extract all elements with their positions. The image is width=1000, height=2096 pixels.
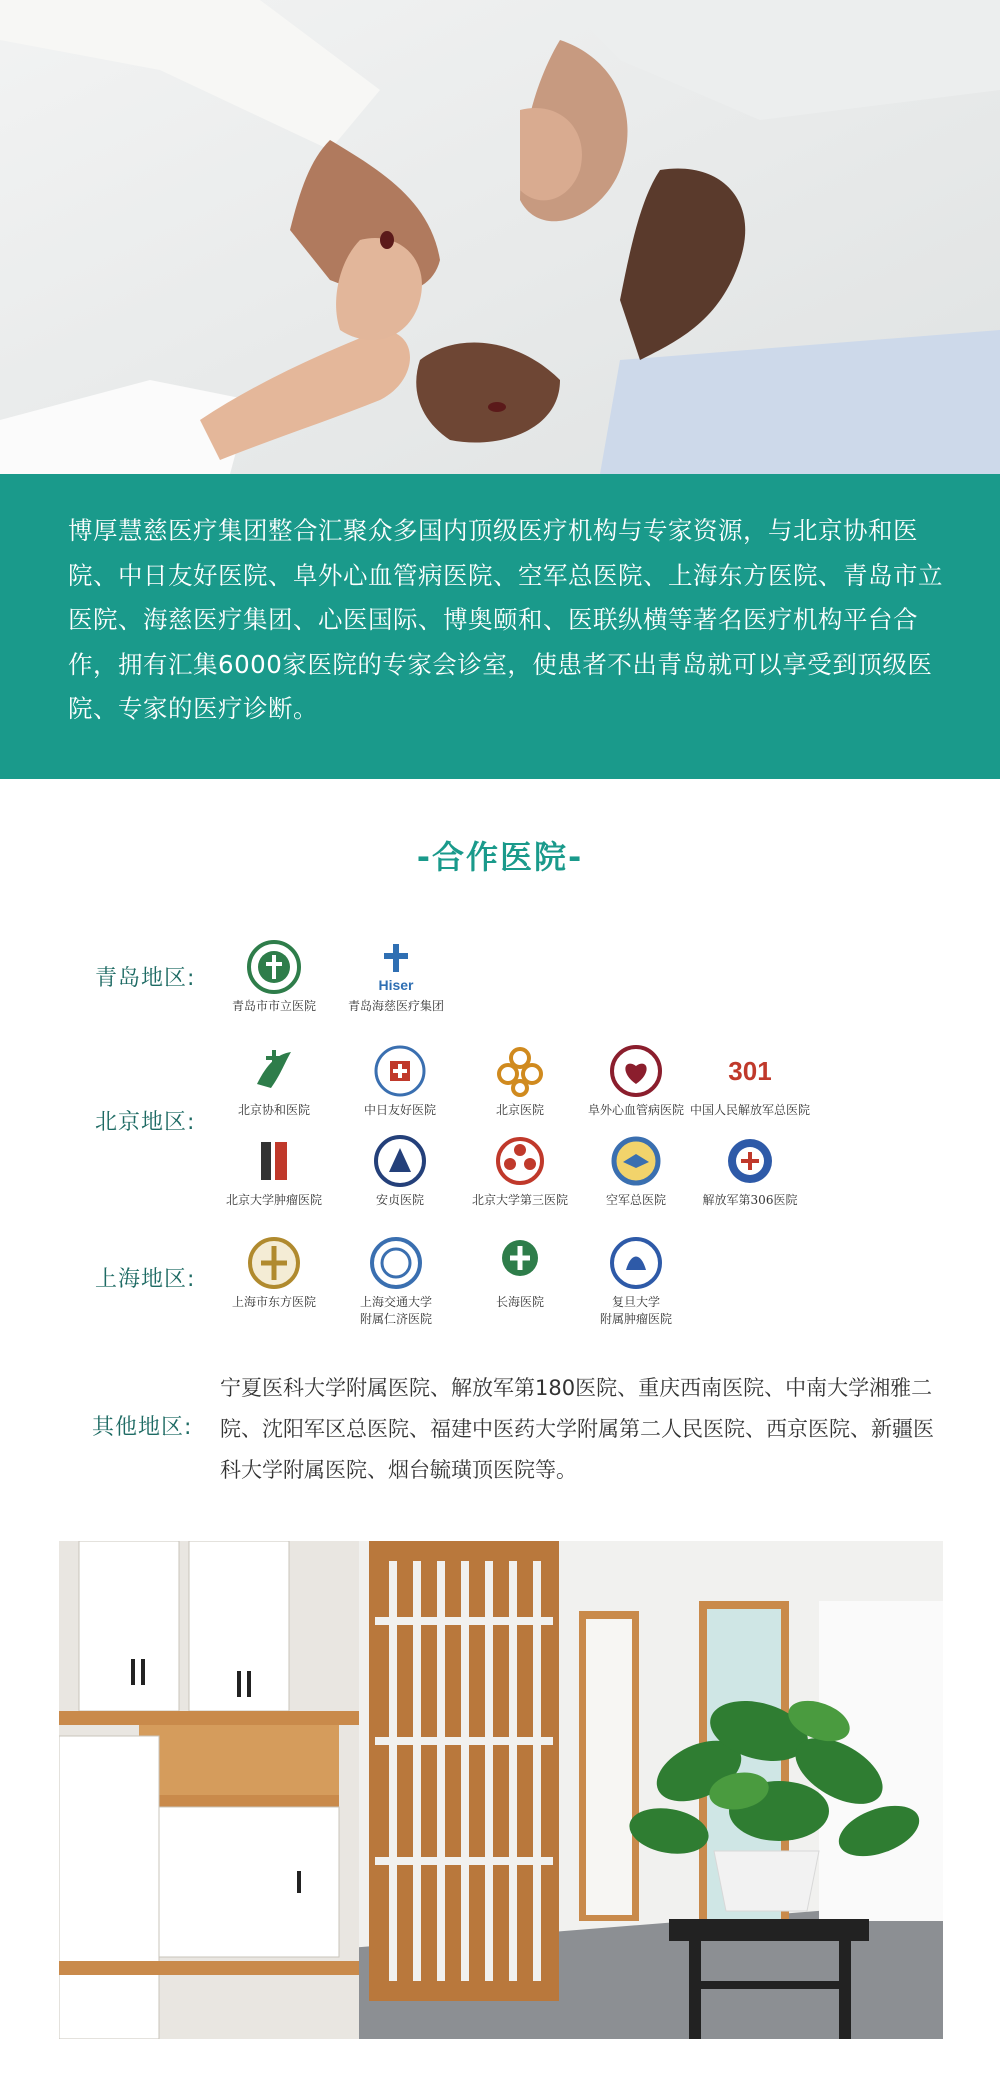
intro-paragraph: 博厚慧慈医疗集团整合汇聚众多国内顶级医疗机构与专家资源，与北京协和医院、中日友好医院、阜外心血管病医院、空军总医院、上海东方医院、青岛市立医院、海慈医疗集团、心医国际、博奥颐和、医联纵横等著名医疗机构平台合作，拥有汇集6000家医院的专家会诊室，使患者不出青岛就可以享受到顶级医院、专家的医疗诊断。 xyxy=(68,516,943,723)
clinic-interior-illustration xyxy=(59,1541,943,2039)
hospital-caption: 上海市东方医院 xyxy=(231,1295,316,1309)
hospital-caption: 北京医院 xyxy=(495,1103,544,1117)
hospital-logo-shanghai-east xyxy=(210,1236,338,1311)
hospital-logo-anzhen xyxy=(336,1134,464,1209)
air-force-logo-icon xyxy=(609,1134,663,1188)
hospital-caption: 青岛市市立医院 xyxy=(231,999,316,1013)
hospital-logo-peking-third xyxy=(456,1134,584,1209)
joined-hands-illustration xyxy=(0,0,1000,474)
hospital-caption: 安贞医院 xyxy=(375,1193,424,1207)
hospital-caption: 长海医院 xyxy=(495,1295,544,1309)
interior-photo xyxy=(59,1541,943,2039)
hospital-logo-pumch xyxy=(210,1044,338,1119)
fudan-cancer-logo-icon xyxy=(609,1236,663,1290)
hiser-logo-icon xyxy=(369,940,423,994)
hospital-logo-beijing-hospital xyxy=(456,1044,584,1119)
other-hospitals-text: 宁夏医科大学附属医院、解放军第180医院、重庆西南医院、中南大学湘雅二院、沈阳军区总医院、福建中医药大学附属第二人民医院、西京医院、新疆医科大学附属医院、烟台毓璜顶医院等。 xyxy=(220,1376,934,1482)
hospital-logo-qingdao-municipal xyxy=(210,940,338,1015)
hospital-logo-fudan-cancer xyxy=(572,1236,700,1328)
306-logo-icon xyxy=(723,1134,777,1188)
hospital-caption: 北京大学第三医院 xyxy=(471,1193,568,1207)
hospital-caption: 复旦大学 附属肿瘤医院 xyxy=(599,1295,672,1326)
hospital-logo-fuwai xyxy=(572,1044,700,1119)
hospital-logo-301 xyxy=(686,1044,814,1119)
hospital-caption: 青岛海慈医疗集团 xyxy=(347,999,444,1013)
hospital-caption: 解放军第306医院 xyxy=(702,1193,798,1207)
hero-photo-hands xyxy=(0,0,1000,474)
region-label-qingdao: 青岛地区: xyxy=(95,966,196,991)
beijing-hospital-logo-icon xyxy=(493,1044,547,1098)
hospital-caption: 北京大学肿瘤医院 xyxy=(225,1193,322,1207)
region-label-beijing: 北京地区: xyxy=(95,1110,196,1135)
intro-band xyxy=(0,474,1000,779)
hospital-logo-china-japan xyxy=(336,1044,464,1119)
hospital-caption: 北京协和医院 xyxy=(237,1103,310,1117)
hospital-caption: 中日友好医院 xyxy=(363,1103,436,1117)
hiser-logo-text: Hiser xyxy=(378,977,414,993)
qingdao-municipal-hospital-logo-icon xyxy=(247,940,301,994)
hospital-logo-air-force xyxy=(572,1134,700,1209)
region-label-shanghai: 上海地区: xyxy=(95,1267,196,1292)
shanghai-east-logo-icon xyxy=(247,1236,301,1290)
pumch-logo-icon xyxy=(247,1044,301,1098)
301-logo-text: 301 xyxy=(728,1056,772,1086)
301-logo-icon xyxy=(723,1044,777,1098)
section-title: -合作医院- xyxy=(416,838,584,876)
anzhen-logo-icon xyxy=(373,1134,427,1188)
hospital-logo-hiser xyxy=(332,940,460,1015)
renji-logo-icon xyxy=(369,1236,423,1290)
cancer-hospital-logo-icon xyxy=(247,1134,301,1188)
china-japan-friendship-logo-icon xyxy=(373,1044,427,1098)
hospital-caption: 中国人民解放军总医院 xyxy=(689,1103,810,1117)
hospital-caption: 上海交通大学 附属仁济医院 xyxy=(359,1295,432,1326)
hospital-caption: 空军总医院 xyxy=(605,1193,666,1207)
changhai-logo-icon xyxy=(493,1236,547,1290)
hospital-logo-306 xyxy=(686,1134,814,1209)
fuwai-logo-icon xyxy=(609,1044,663,1098)
hospital-logo-changhai xyxy=(456,1236,584,1311)
hospital-logo-renji xyxy=(332,1236,460,1328)
region-label-other: 其他地区: xyxy=(92,1415,193,1440)
hospital-caption: 阜外心血管病医院 xyxy=(587,1103,684,1117)
hospital-logo-cancer xyxy=(210,1134,338,1209)
peking-third-logo-icon xyxy=(493,1134,547,1188)
